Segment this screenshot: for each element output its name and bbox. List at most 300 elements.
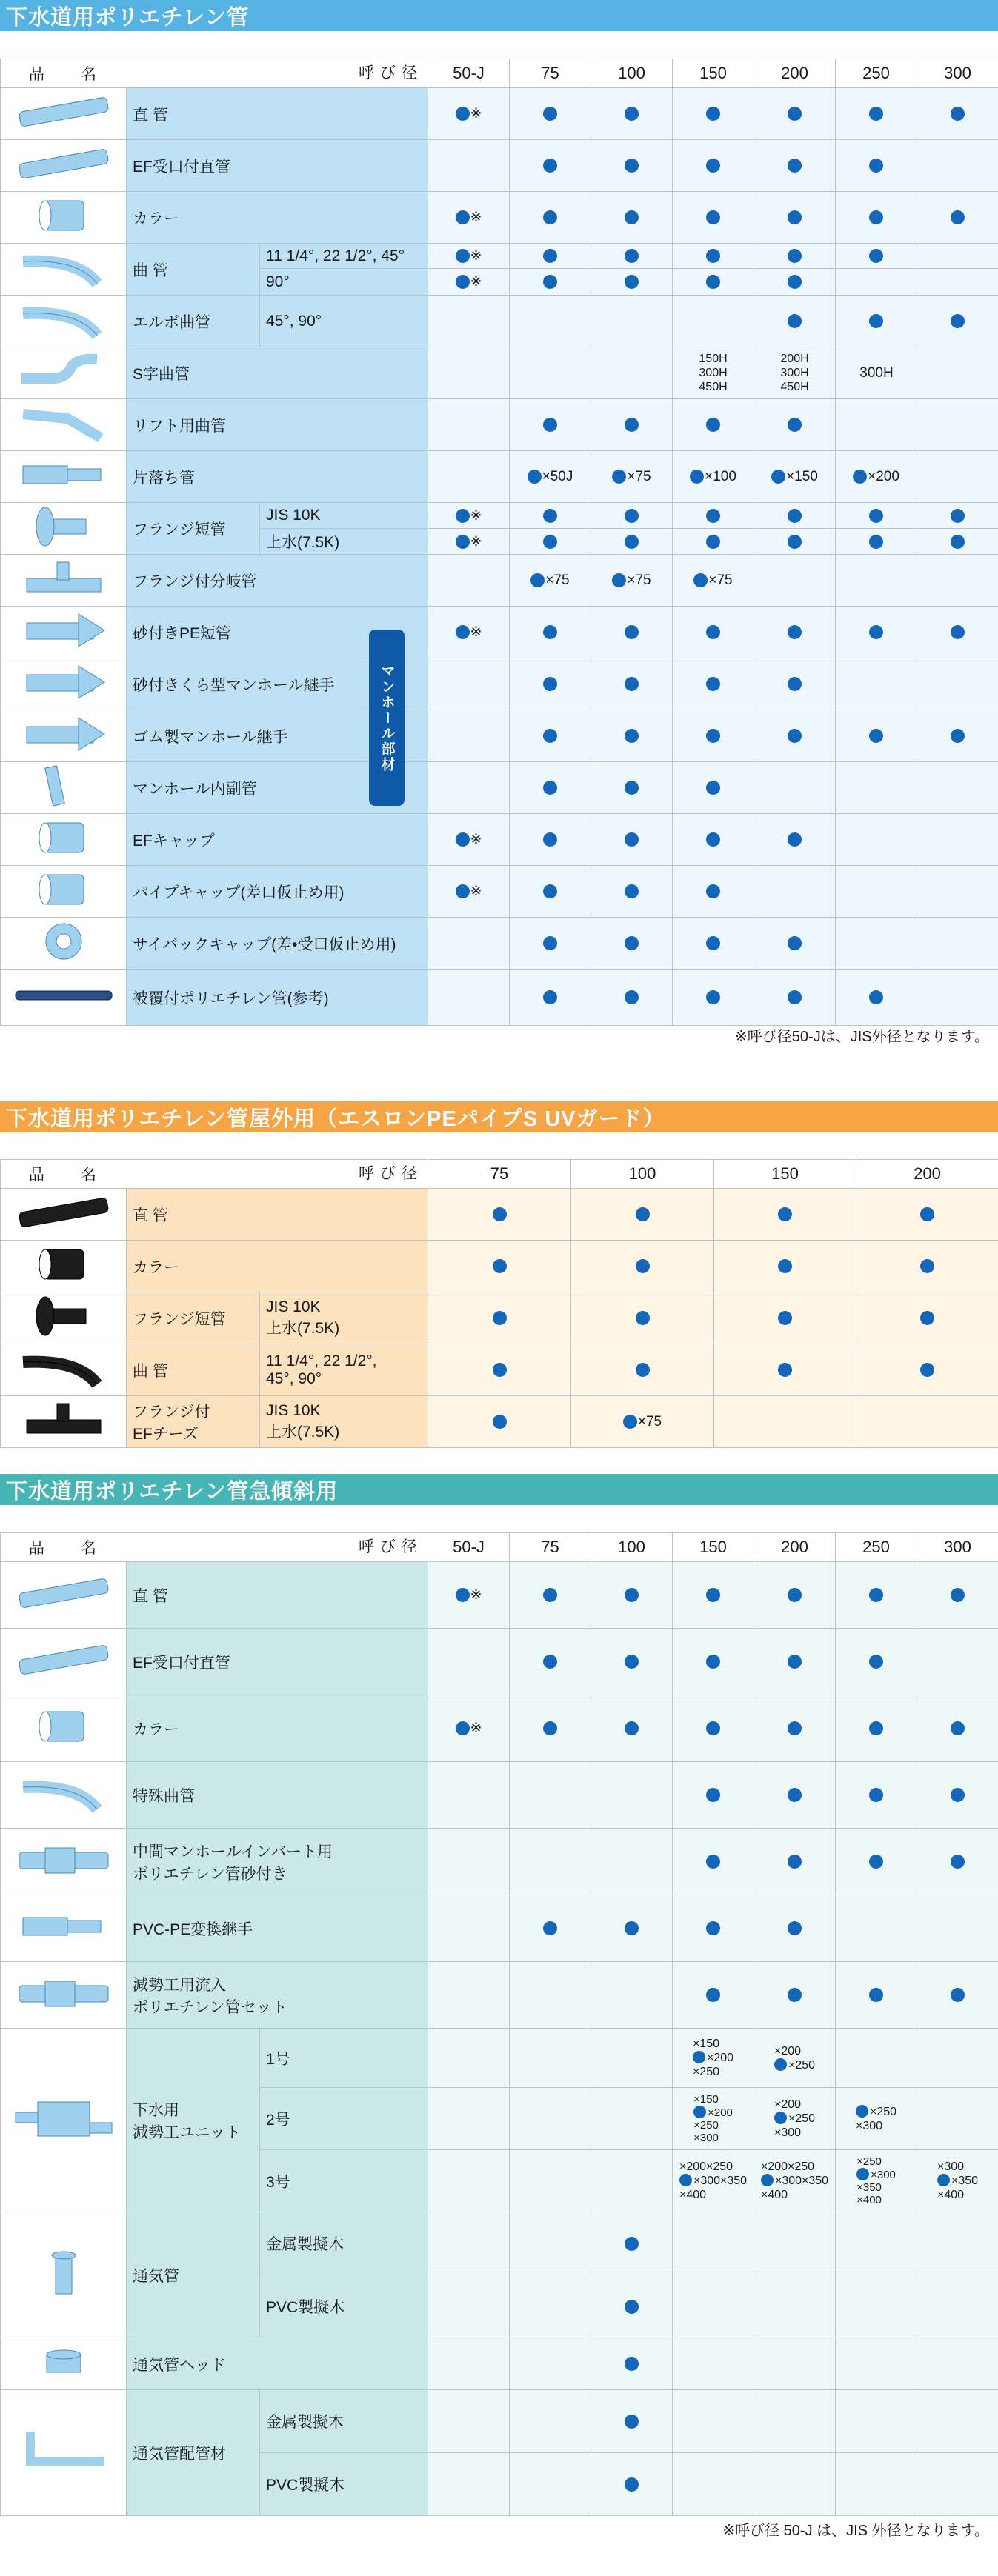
section-banner: 下水道用ポリエチレン管急傾斜用: [0, 1474, 998, 1505]
size-cell: [917, 555, 998, 607]
size-cell: [428, 1629, 510, 1695]
availability-dot: [788, 1721, 802, 1735]
manhole-joint-icon: [1, 658, 127, 710]
invert-pipe-icon: [1, 1829, 127, 1895]
availability-dot: [706, 677, 720, 691]
table-row: [1, 710, 998, 762]
size-cell: [428, 970, 510, 1026]
size-cell: [856, 1241, 998, 1292]
availability-dot: [543, 884, 557, 898]
header-yobikei: 呼び径: [359, 1538, 424, 1555]
table-row: [1, 607, 998, 658]
availability-dot: [625, 677, 639, 691]
size-cell: [856, 1344, 998, 1396]
availability-dot: [493, 1415, 507, 1429]
size-cell: [510, 2212, 591, 2275]
availability-dot: [706, 1855, 720, 1869]
pvc-pe-icon: [1, 1895, 127, 1962]
item-subtype: 3号: [260, 2150, 428, 2212]
size-cell: [917, 2453, 998, 2516]
section-banner: 下水道用ポリエチレン管屋外用（エスロンPEパイプS UVガード）: [0, 1101, 998, 1132]
elbow-icon: [1, 296, 127, 347]
size-header: 75: [510, 59, 591, 88]
size-cell: [510, 1895, 591, 1962]
size-cell: [510, 607, 591, 658]
table-row: [1, 244, 998, 269]
availability-dot: [543, 210, 557, 224]
availability-dot: [706, 509, 720, 523]
availability-dot: [625, 535, 639, 549]
availability-dot: [543, 275, 557, 289]
item-name: カラー: [127, 192, 428, 244]
bend-icon: [1, 244, 127, 296]
availability-dot: [456, 509, 470, 523]
pipe-icon: [1, 1562, 127, 1629]
size-cell: [836, 1695, 917, 1762]
size-cell: [836, 918, 917, 970]
size-cell: [591, 1629, 673, 1695]
size-cell: [591, 710, 673, 762]
availability-dot: [788, 249, 802, 263]
size-cell: [917, 866, 998, 918]
availability-dot: [869, 990, 883, 1004]
availability-dot: [530, 573, 545, 587]
size-header: 150: [673, 59, 754, 88]
size-cell: [836, 1895, 917, 1962]
size-cell: [714, 1292, 856, 1344]
item-name: マンホール内副管: [127, 762, 428, 814]
table-row: [1, 2029, 998, 2088]
availability-dot: [543, 677, 557, 691]
size-cell: [428, 2150, 510, 2212]
availability-dot: [778, 1259, 792, 1273]
availability-dot: [456, 535, 470, 549]
size-cell: [591, 1762, 673, 1829]
table-row: [1, 658, 998, 710]
section-outdoor: [0, 1101, 998, 1448]
availability-dot: [869, 107, 883, 121]
availability-dot: [706, 990, 720, 1004]
availability-dot: [456, 884, 470, 898]
availability-dot: [778, 1363, 792, 1377]
availability-dot: [788, 1588, 802, 1602]
availability-dot: [706, 1788, 720, 1802]
availability-dot: [788, 535, 802, 549]
item-subtype: 金属製擬木: [260, 2212, 428, 2275]
item-name: パイプキャップ(差口仮止め用): [127, 866, 428, 918]
size-cell: ×75: [591, 451, 673, 503]
availability-dot: [636, 1259, 650, 1273]
item-name: EF受口付直管: [127, 140, 428, 192]
size-cell: ×200 ×250 ×300: [754, 2088, 836, 2150]
size-cell: ※: [428, 607, 510, 658]
size-cell: [917, 347, 998, 399]
table-row: [1, 1829, 998, 1895]
size-cell: [754, 140, 836, 192]
size-cell: [917, 2275, 998, 2338]
availability-dot: [920, 1259, 934, 1273]
table-row: [1, 1895, 998, 1962]
size-cell: [836, 555, 917, 607]
availability-dot: [456, 1721, 470, 1735]
size-header: 50-J: [428, 59, 510, 88]
size-cell: [754, 244, 836, 269]
size-cell: [673, 2338, 754, 2390]
size-cell: [591, 88, 673, 140]
size-cell: [428, 451, 510, 503]
size-cell: [510, 2453, 591, 2516]
size-cell: [673, 814, 754, 866]
header-hinmei: 品 名: [29, 1167, 107, 1184]
size-cell: [510, 192, 591, 244]
size-cell: [428, 140, 510, 192]
availability-dot: [951, 1988, 965, 2002]
size-cell: [754, 399, 836, 451]
availability-dot: [543, 990, 557, 1004]
availability-dot: [543, 535, 557, 549]
availability-dot: [788, 1921, 802, 1935]
size-cell: [673, 192, 754, 244]
size-cell: [591, 2150, 673, 2212]
size-cell: [591, 2453, 673, 2516]
vent-fitting-icon: [1, 2390, 127, 2516]
ef-cap-icon: [1, 814, 127, 866]
size-cell: [428, 2029, 510, 2088]
size-cell: [836, 296, 917, 347]
size-header: 100: [591, 59, 673, 88]
section-banner: 下水道用ポリエチレン管: [0, 0, 998, 31]
size-cell: [510, 814, 591, 866]
size-cell: [571, 1189, 714, 1241]
size-cell: [836, 2390, 917, 2453]
size-cell: [591, 269, 673, 296]
size-cell: [754, 296, 836, 347]
item-subtype: JIS 10K: [260, 503, 428, 529]
availability-dot: [869, 509, 883, 523]
size-cell: [754, 1962, 836, 2029]
table-row: [1, 347, 998, 399]
size-cell: [428, 1344, 571, 1396]
size-cell: [510, 1562, 591, 1629]
availability-dot: [869, 535, 883, 549]
size-cell: [428, 1189, 571, 1241]
size-cell: [591, 1962, 673, 2029]
size-cell: [673, 607, 754, 658]
size-cell: [673, 762, 754, 814]
size-cell: [428, 1396, 571, 1448]
size-cell: [673, 658, 754, 710]
size-cell: [673, 866, 754, 918]
availability-dot: [612, 573, 626, 587]
size-cell: [754, 970, 836, 1026]
size-cell: [754, 555, 836, 607]
availability-dot: [625, 2300, 639, 2314]
size-cell: [917, 918, 998, 970]
size-cell: [428, 2212, 510, 2275]
table-row: [1, 296, 998, 347]
availability-dot: [788, 275, 802, 289]
size-cell: [673, 88, 754, 140]
size-cell: [754, 658, 836, 710]
availability-dot: [543, 781, 557, 795]
availability-dot: [869, 1788, 883, 1802]
size-cell: [836, 814, 917, 866]
header-label: [1, 59, 428, 88]
size-cell: [754, 503, 836, 529]
size-cell: [510, 244, 591, 269]
availability-dot: [625, 625, 639, 639]
size-cell: [836, 658, 917, 710]
availability-dot: [869, 1655, 883, 1669]
size-cell: [836, 1962, 917, 2029]
size-cell: [428, 762, 510, 814]
size-cell: [571, 1241, 714, 1292]
size-header: 300: [917, 59, 998, 88]
availability-dot: [625, 884, 639, 898]
availability-dot: [788, 159, 802, 173]
table-row: [1, 1189, 998, 1241]
size-cell: [591, 347, 673, 399]
size-cell: [673, 2390, 754, 2453]
size-header: 100: [591, 1533, 673, 1562]
size-cell: ×200: [836, 451, 917, 503]
availability-dot: [543, 107, 557, 121]
size-header: 150: [673, 1533, 754, 1562]
size-cell: [754, 1629, 836, 1695]
size-cell: ×300 ×350 ×400: [917, 2150, 998, 2212]
size-cell: [836, 140, 917, 192]
availability-dot: [771, 470, 785, 484]
table-row: [1, 451, 998, 503]
size-cell: [836, 1762, 917, 1829]
size-cell: [754, 710, 836, 762]
size-cell: [428, 2088, 510, 2150]
size-cell: ×200×250 ×300×350 ×400: [754, 2150, 836, 2212]
item-name: ゴム製マンホール継手: [127, 710, 428, 762]
size-cell: ×75: [510, 555, 591, 607]
item-name: 特殊曲管: [127, 1762, 428, 1829]
size-cell: [754, 2212, 836, 2275]
availability-dot: [706, 1588, 720, 1602]
size-cell: [591, 192, 673, 244]
section-steep-slope: [0, 1474, 998, 2546]
item-name: 通気管ヘッド: [127, 2338, 428, 2390]
item-subtype: 45°, 90°: [260, 296, 428, 347]
size-cell: [673, 1962, 754, 2029]
size-cell: [836, 269, 917, 296]
availability-dot: [543, 1655, 557, 1669]
size-cell: [591, 1895, 673, 1962]
size-header: 100: [571, 1160, 714, 1189]
availability-dot: [625, 418, 639, 432]
size-header: 200: [754, 59, 836, 88]
availability-dot: [625, 210, 639, 224]
size-cell: [754, 814, 836, 866]
item-subtype: 2号: [260, 2088, 428, 2150]
size-cell: [836, 970, 917, 1026]
size-cell: 150H 300H 450H: [673, 347, 754, 399]
size-cell: [836, 503, 917, 529]
availability-dot: [706, 936, 720, 950]
item-name: エルボ曲管: [127, 296, 260, 347]
item-name: 中間マンホールインバート用 ポリエチレン管砂付き: [127, 1829, 428, 1895]
availability-dot: [706, 1921, 720, 1935]
size-cell: [917, 2088, 998, 2150]
availability-dot: [636, 1311, 650, 1325]
pipe-icon: [1, 88, 127, 140]
size-cell: ×100: [673, 451, 754, 503]
item-name: 直 管: [127, 88, 428, 140]
item-name: 砂付きPE短管: [127, 607, 428, 658]
table-row: [1, 1695, 998, 1762]
rubber-manhole-icon: [1, 710, 127, 762]
size-cell: ×250 ×300: [836, 2088, 917, 2150]
size-cell: [754, 918, 836, 970]
size-cell: [591, 399, 673, 451]
availability-dot: [706, 159, 720, 173]
item-name: 通気管: [127, 2212, 260, 2338]
availability-dot: [693, 573, 708, 587]
availability-dot: [788, 418, 802, 432]
availability-dot: [788, 1855, 802, 1869]
item-name: EF受口付直管: [127, 1629, 428, 1695]
size-cell: [917, 1962, 998, 2029]
size-cell: ×200×250 ×300×350 ×400: [673, 2150, 754, 2212]
section-standard: [0, 0, 998, 1048]
item-subtype: 11 1/4°, 22 1/2°, 45°, 90°: [260, 1344, 428, 1396]
size-cell: [836, 529, 917, 555]
item-name: フランジ短管: [127, 503, 260, 555]
size-cell: [510, 970, 591, 1026]
availability-dot: [543, 418, 557, 432]
availability-dot: [456, 210, 470, 224]
size-cell: ×75: [571, 1396, 714, 1448]
availability-dot: [625, 781, 639, 795]
table-row: [1, 140, 998, 192]
item-subtype: 1号: [260, 2029, 428, 2088]
size-cell: [510, 918, 591, 970]
availability-dot: [706, 625, 720, 639]
size-cell: [428, 658, 510, 710]
size-cell: [714, 1344, 856, 1396]
size-cell: [836, 192, 917, 244]
size-cell: ×75: [673, 555, 754, 607]
size-cell: ×75: [591, 555, 673, 607]
header-label: [1, 1533, 428, 1562]
item-subtype: 11 1/4°, 22 1/2°, 45°: [260, 244, 428, 269]
availability-dot: [951, 509, 965, 523]
flange-branch-icon: [1, 555, 127, 607]
cyback-cap-icon: [1, 918, 127, 970]
size-cell: [754, 1762, 836, 1829]
table-row: [1, 2390, 998, 2453]
size-cell: [591, 2212, 673, 2275]
table-row: [1, 866, 998, 918]
item-name: 砂付きくら型マンホール継手: [127, 658, 428, 710]
table-row: [1, 1396, 998, 1448]
size-cell: [673, 140, 754, 192]
availability-dot: [869, 1855, 883, 1869]
size-cell: [673, 529, 754, 555]
availability-dot: [788, 1788, 802, 1802]
footnote: ※呼び径50-Jは、JIS外径となります。: [735, 1029, 989, 1045]
size-cell: [856, 1292, 998, 1344]
size-cell: ×250 ×300 ×350 ×400: [836, 2150, 917, 2212]
size-cell: [428, 347, 510, 399]
ef-pipe-icon: [1, 140, 127, 192]
item-name: EFキャップ: [127, 814, 428, 866]
availability-dot: [788, 1655, 802, 1669]
size-cell: [917, 658, 998, 710]
size-cell: ×150 ×200 ×250: [673, 2029, 754, 2088]
header-hinmei: 品 名: [29, 1540, 107, 1557]
table-row: [1, 555, 998, 607]
size-cell: [673, 503, 754, 529]
availability-dot: [625, 729, 639, 743]
availability-dot: [456, 625, 470, 639]
item-name: 直 管: [127, 1562, 428, 1629]
item-subtype: JIS 10K 上水(7.5K): [260, 1396, 428, 1448]
availability-dot: [788, 936, 802, 950]
availability-dot: [543, 159, 557, 173]
availability-dot: [636, 1363, 650, 1377]
size-cell: [510, 347, 591, 399]
availability-dot: [706, 210, 720, 224]
size-cell: [836, 2275, 917, 2338]
black-flange-icon: [1, 1292, 127, 1344]
availability-dot: [456, 107, 470, 121]
size-cell: [754, 269, 836, 296]
size-cell: [714, 1396, 856, 1448]
size-cell: [510, 2150, 591, 2212]
availability-dot: [706, 535, 720, 549]
size-cell: [591, 2390, 673, 2453]
black-collar-icon: [1, 1241, 127, 1292]
size-cell: [917, 1762, 998, 1829]
size-cell: [754, 866, 836, 918]
size-cell: [591, 762, 673, 814]
availability-dot: [869, 210, 883, 224]
size-cell: [510, 2338, 591, 2390]
size-cell: [673, 244, 754, 269]
size-cell: [591, 296, 673, 347]
availability-dot: [456, 275, 470, 289]
availability-dot: [690, 470, 704, 484]
availability-dot: [951, 729, 965, 743]
availability-dot: [625, 107, 639, 121]
availability-dot: [706, 1721, 720, 1735]
dissipator-icon: [1, 2029, 127, 2212]
size-cell: [428, 710, 510, 762]
table-row: [1, 1562, 998, 1629]
availability-dot: [706, 275, 720, 289]
availability-dot: [706, 832, 720, 847]
availability-dot: [920, 1311, 934, 1325]
table-row: [1, 192, 998, 244]
availability-dot: [788, 509, 802, 523]
table-row: [1, 1629, 998, 1695]
vent-head-icon: [1, 2338, 127, 2390]
size-cell: [591, 970, 673, 1026]
size-cell: ※: [428, 269, 510, 296]
size-cell: [571, 1344, 714, 1396]
size-cell: [917, 192, 998, 244]
availability-dot: [951, 1588, 965, 1602]
collar-icon: [1, 1695, 127, 1762]
size-cell: [510, 529, 591, 555]
availability-dot: [636, 1207, 650, 1221]
size-cell: [510, 140, 591, 192]
